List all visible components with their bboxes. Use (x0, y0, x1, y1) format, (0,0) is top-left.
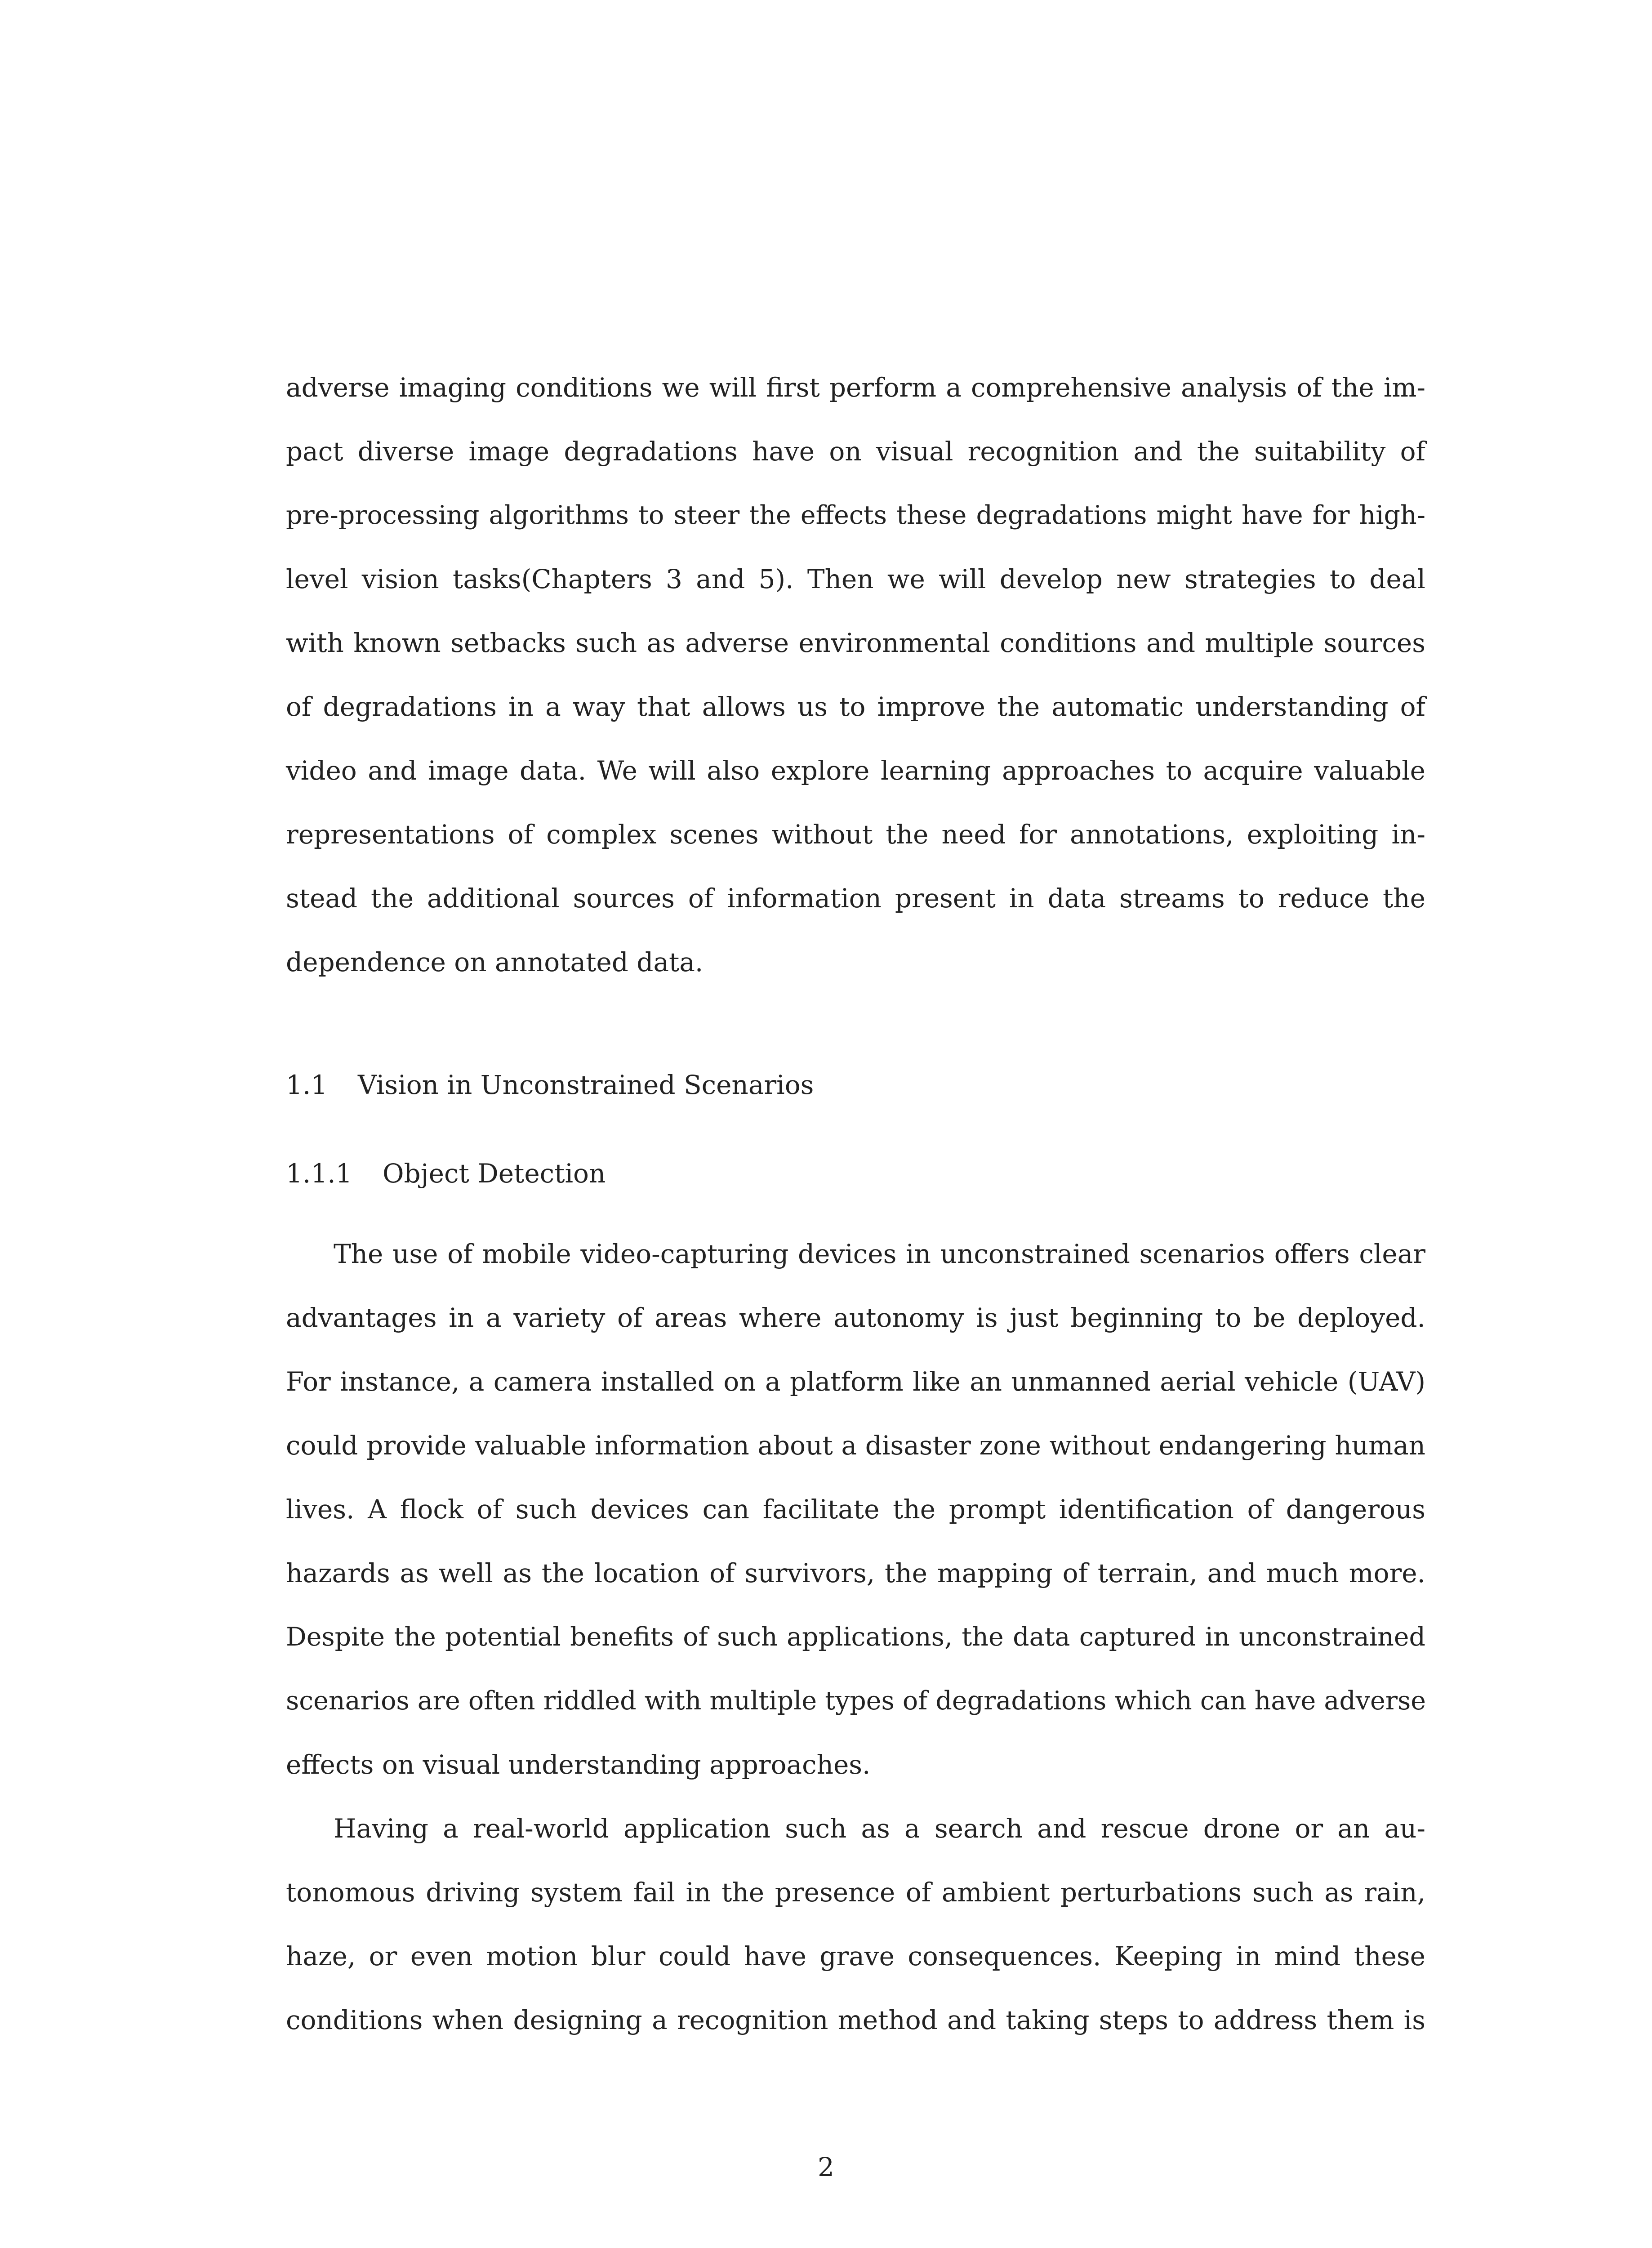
text-line: haze, or even motion blur could have grave consequences. Keeping in mind these (286, 1941, 1425, 1971)
text-line: could provide valuable information about a disaster zone without endangering human (286, 1430, 1425, 1461)
section-number: 1.1 (286, 1070, 328, 1100)
text-line: representations of complex scenes without the need for annotations, exploiting in- (286, 819, 1425, 850)
text-line: tonomous driving system fail in the presence of ambient perturbations such as rain, (286, 1877, 1425, 1908)
text-line: The use of mobile video-capturing devices in unconstrained scenarios offers clear (334, 1239, 1425, 1269)
text-line: advantages in a variety of areas where autonomy is just beginning to be deployed. (286, 1302, 1425, 1333)
text-line: of degradations in a way that allows us to improve the automatic understanding of (286, 691, 1425, 722)
text-line: pre-processing algorithms to steer the effects these degradations might have for high- (286, 500, 1425, 530)
text-line: lives. A flock of such devices can facilitate the prompt identification of dangerous (286, 1494, 1425, 1525)
text-line: adverse imaging conditions we will first perform a comprehensive analysis of the im- (286, 372, 1425, 403)
text-line: Having a real-world application such as a search and rescue drone or an au- (334, 1813, 1425, 1844)
text-line: with known setbacks such as adverse environmental conditions and multiple sources (286, 628, 1425, 658)
subsection-number: 1.1.1 (286, 1158, 352, 1189)
section-heading (286, 1067, 814, 1103)
text-line: Despite the potential benefits of such applications, the data captured in unconstrained (286, 1622, 1425, 1652)
text-line: conditions when designing a recognition method and taking steps to address them is (286, 2005, 1425, 2035)
subsection-heading (286, 1155, 606, 1191)
text-line: For instance, a camera installed on a platform like an unmanned aerial vehicle (UAV) (286, 1366, 1425, 1397)
text-line: dependence on annotated data. (286, 947, 704, 977)
page-number: 2 (818, 2152, 834, 2182)
text-line: scenarios are often riddled with multiple types of degradations which can have adverse (286, 1686, 1426, 1716)
text-line: video and image data. We will also explore learning approaches to acquire valuable (286, 755, 1425, 786)
text-line: stead the additional sources of information present in data streams to reduce the (286, 883, 1425, 914)
section-title: Vision in Unconstrained Scenarios (358, 1070, 814, 1100)
text-line: level vision tasks(Chapters 3 and 5). Then we will develop new strategies to deal (286, 564, 1425, 594)
text-line: effects on visual understanding approaches. (286, 1749, 871, 1780)
text-line: pact diverse image degradations have on visual recognition and the suitability of (286, 436, 1425, 467)
subsection-title: Object Detection (383, 1158, 606, 1189)
text-line: hazards as well as the location of survivors, the mapping of terrain, and much more. (286, 1558, 1425, 1588)
